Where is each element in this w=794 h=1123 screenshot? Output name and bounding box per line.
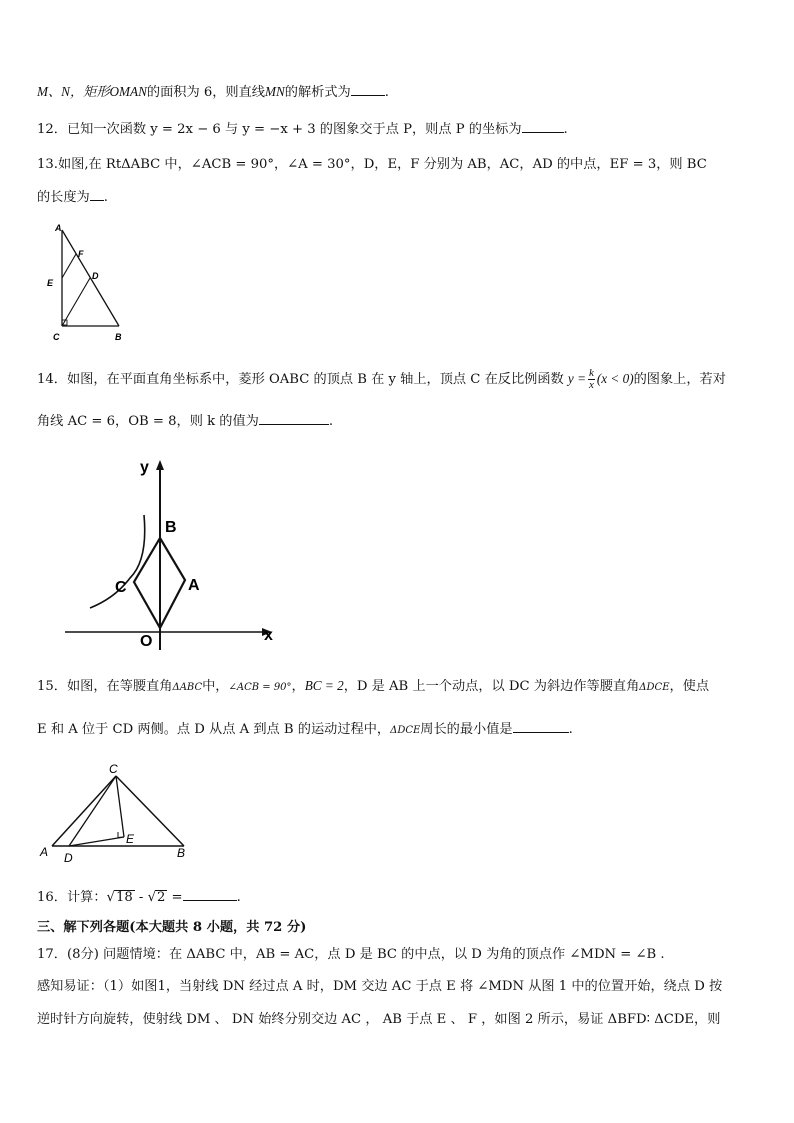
section-3-title: 三、解下列各题(本大题共 8 小题，共 72 分): [37, 920, 307, 935]
q17-line2: 感知易证：（1）如图1，当射线 DN 经过点 A 时，DM 交边 AC 于点 E 将 ∠MDN 从图 1 中的位置开始，绕点 D 按: [37, 979, 723, 994]
q15-line2: E 和 A 位于 CD 两侧。点 D 从点 A 到点 B 的运动过程中，ΔDCE周长的最小值是 .: [37, 722, 573, 737]
q14-label-b: B: [165, 519, 177, 536]
q11-answer-blank[interactable]: [351, 83, 385, 96]
q17-line3: 逆时针方向旋转，使射线 DM 、 DN 始终分别交边 AC ， AB 于点 E 、 F ，如图 2 所示，易证 ΔBFD∶ ΔCDE，则: [37, 1012, 721, 1027]
q14-figure: [60, 450, 280, 660]
q13-label-e: E: [47, 278, 54, 288]
q13-figure: [40, 220, 140, 345]
q16-answer-blank[interactable]: [183, 888, 237, 901]
q11-tail: M、N，矩形OMAN的面积为 6，则直线MN的解析式为 .: [37, 84, 389, 100]
q14-label-a: A: [188, 577, 200, 594]
q15-label-e: E: [126, 832, 135, 846]
q15-answer-blank[interactable]: [513, 720, 569, 733]
q15-label-c: C: [109, 762, 118, 776]
q15-label-a: A: [40, 845, 49, 859]
q15-line1: 15．如图，在等腰直角ΔABC中，∠ACB = 90°，BC = 2，D 是 AB 上一个动点，以 DC 为斜边作等腰直角ΔDCE，使点: [37, 678, 710, 694]
q14-axis-x: x: [264, 627, 273, 644]
q14-label-c: C: [115, 579, 127, 596]
q13-answer-blank[interactable]: [90, 188, 104, 201]
q13-line2: 的长度为 .: [37, 190, 108, 205]
q14-line1: 14．如图，在平面直角坐标系中，菱形 OABC 的顶点 B 在 y 轴上，顶点 C 在反比例函数 y = $\frac{k}{x}$ (x < 0)的图象上，若对: [37, 367, 726, 391]
q16-text: 16．计算：√18 - √2 = .: [37, 890, 241, 905]
q15-label-b: B: [177, 846, 186, 860]
q13-label-b: B: [115, 332, 122, 342]
q14-label-o: O: [140, 633, 153, 650]
q13-label-a: A: [55, 223, 62, 233]
q13-line1: 13.如图,在 RtΔABC 中，∠ACB = 90°，∠A = 30°，D，E，F 分别为 AB，AC，AD 的中点，EF = 3，则 BC: [37, 157, 707, 172]
q12-answer-blank[interactable]: [522, 120, 564, 133]
q14-axis-y: y: [140, 459, 149, 476]
q12-text: 12．已知一次函数 y = 2x − 6 与 y = −x + 3 的图象交于点 P，则点 P 的坐标为 .: [37, 122, 568, 137]
q14-line2: 角线 AC = 6，OB = 8，则 k 的值为 .: [37, 414, 334, 429]
q15-label-d: D: [64, 851, 73, 865]
q13-label-c: C: [53, 332, 60, 342]
q14-fraction: $\frac{k}{x}$: [588, 367, 594, 391]
q13-label-d: D: [92, 271, 99, 281]
q14-answer-blank[interactable]: [259, 412, 329, 425]
q13-label-f: F: [78, 249, 84, 259]
q15-figure: [36, 760, 196, 870]
q17-line1: 17．(8分) 问题情境：在 ΔABC 中，AB = AC，点 D 是 BC 的中点，以 D 为角的顶点作 ∠MDN = ∠B .: [37, 947, 665, 962]
